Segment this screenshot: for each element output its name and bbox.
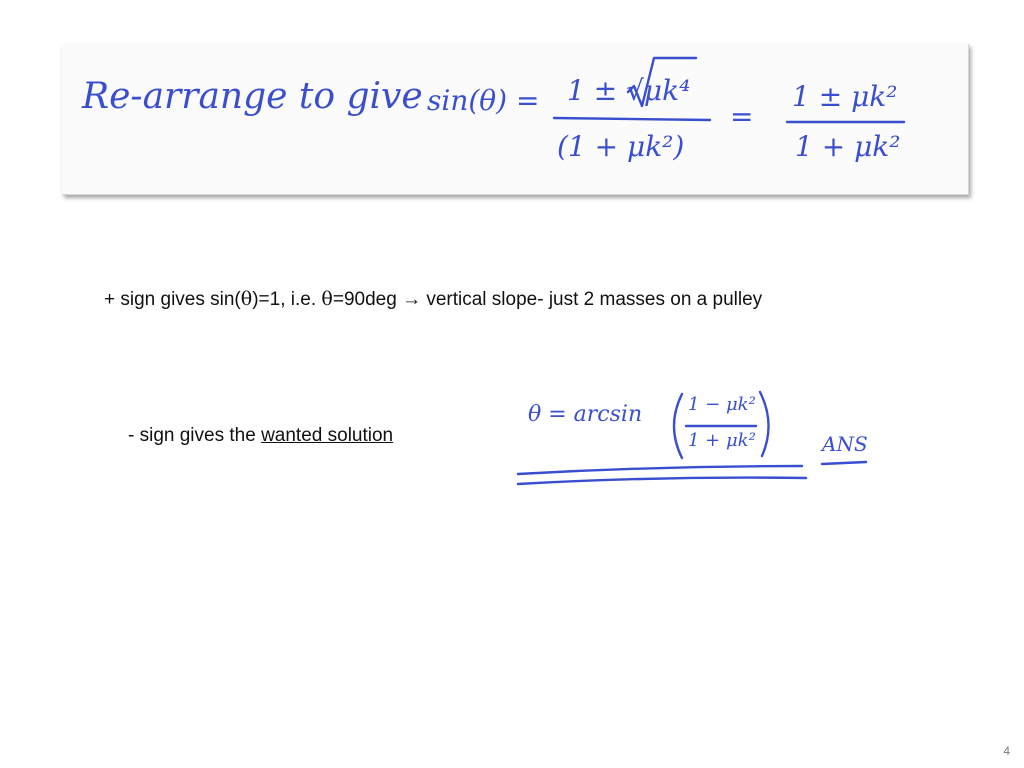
minus-sign-explanation: [128, 425, 393, 447]
answer-numerator: 1 − μk²: [688, 394, 756, 415]
wanted-solution-text: wanted solution: [261, 425, 394, 446]
answer-underline-1: [518, 466, 802, 474]
ans-underline: [822, 462, 866, 464]
answer-underline-2: [518, 478, 806, 484]
minus-line-prefix: - sign gives the: [128, 425, 262, 446]
plus-line-theta-2: θ: [321, 288, 333, 310]
handwritten-numerator-2: 1 ± μk²: [792, 80, 898, 113]
handwritten-phrase: Re-arrange to give: [82, 76, 423, 117]
handwriting-strokes: [62, 44, 968, 194]
plus-line-middle: )=1, i.e.: [252, 289, 322, 310]
plus-line-suffix: vertical slope- just 2 masses on a pulley: [421, 289, 763, 310]
page-number: 4: [1003, 744, 1010, 758]
right-paren: [760, 392, 769, 456]
answer-denominator: 1 + μk²: [688, 430, 756, 451]
plus-line-theta-1: θ: [240, 288, 253, 310]
fraction-bar-1: [554, 118, 710, 120]
handwritten-denominator-2: 1 + μk²: [795, 130, 901, 163]
plus-sign-explanation: [104, 288, 762, 311]
answer-lhs: θ = arcsin: [528, 402, 643, 427]
right-arrow-icon: →: [402, 289, 422, 310]
plus-line-after-theta: =90deg: [332, 289, 403, 310]
handwritten-denominator-1: (1 + μk²): [557, 130, 685, 163]
ans-label: ANS: [822, 432, 868, 456]
handwritten-answer: [510, 386, 890, 501]
handwritten-lhs: sin(θ) =: [427, 84, 540, 117]
handwritten-equation-panel: [62, 44, 969, 195]
plus-line-prefix: + sign gives sin(: [104, 289, 241, 310]
handwritten-numerator-1: 1 ± √μk⁴: [567, 74, 691, 107]
left-paren: [674, 394, 682, 458]
handwritten-equals: =: [730, 100, 754, 133]
